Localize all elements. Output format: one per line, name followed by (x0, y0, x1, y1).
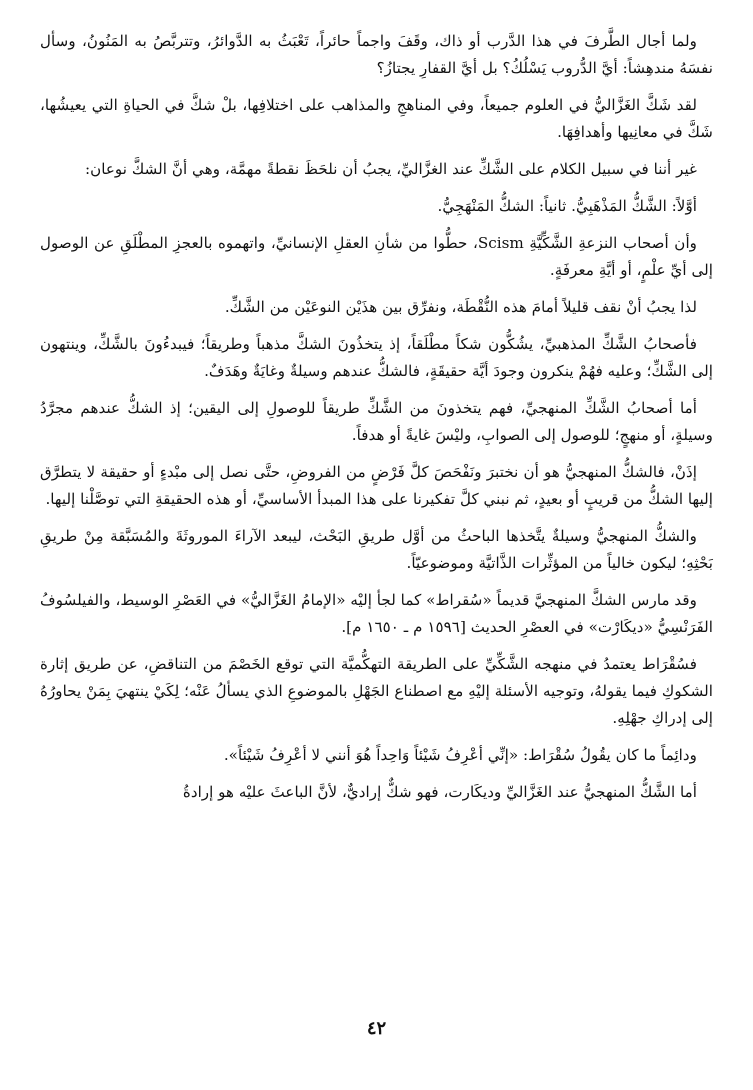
paragraph-11: وقد مارس الشكَّ المنهجيَّ قديماً «سُقراط» كما لجأ إليْه «الإمامُ الغَزَّاليُّ» في العَصْرِ الوسيط، والفيلسُوفُ الفَرَنْسِيُّ «ديكَارْت» في العصْرِ الحديث [١٥٩٦ م ـ ١٦٥٠ م]. (40, 591, 713, 636)
paragraph-3: غير أننا في سبيل الكلام على الشَّكِّ عند الغزَّاليِّ، يجبُ أن نلحَظَ نقطةً مهمَّة، وهي أنَّ الشكَّ نوعان: (84, 160, 697, 178)
paragraph-2: لقد شَكَّ الغَزَّاليُّ في العلوم جميعاً، وفي المناهجِ والمذاهب على اختلافِها، بلْ شكَّ في الحياةِ التي يعيشُها، شَكَّ في معانِيها وأهدافِهَا. (40, 96, 713, 141)
paragraph-10: والشكُّ المنهجيُّ وسيلةٌ يتَّخذها الباحثُ من أوَّل طريقِ البَحْث، ليبعد الآراءَ الموروثَةَ والمُسَبَّقة مِنْ طريقِ بَحْثِهِ؛ ليكون خالياً من المؤثِّرات الذَّاتيَّة وموضوعيّاً. (40, 527, 713, 572)
paragraph-1: ولما أجال الطَّرفَ في هذا الدَّرب أو ذاك، وقَفَ واجماً حائراً، تَعْبَثُ به الدَّوائرُ، وتتربَّصُ به المَنُونُ، وسأل نفسَهُ مندهِشاً: أيَّ الدُّروب يَسْلُكُ؟ بل أيَّ القفارِ يجتازُ؟ (40, 32, 713, 77)
paragraph-13: ودائِماً ما كان يقُولُ سُقْرَاط: «إنِّي أعْرِفُ شَيْئاً وَاحِداً هُوَ أنني لا أعْرِفُ شَيْئاً». (223, 746, 697, 764)
paragraph-5: وأن أصحاب النزعةِ الشَّكِّيَّةِ Scism، حطُّوا من شأنِ العقلِ الإنسانيِّ، واتهموه بالعجزِ المطْلَقِ عن الوصول إلى أيِّ علْمٍ، أو أيَّةِ معرفَةٍ. (40, 234, 713, 279)
paragraph-14: أما الشَّكُّ المنهجيُّ عند الغَزَّاليِّ وديكَارت، فهو شكٌّ إراديٌّ، لأنَّ الباعثَ عليْه هو إرادةُ (182, 783, 697, 801)
paragraph-8: أما أصحابُ الشَّكِّ المنهجيِّ، فهم يتخذونَ من الشَّكِّ طريقاً للوصولِ إلى اليقين؛ إذ الشكُّ عندهم مجرَّدُ وسيلةٍ، أو منهجٍ؛ للوصول إلى الصوابِ، وليْسَ غايةً أو هدفاً. (40, 399, 713, 444)
paragraph-9: إذَنْ، فالشكُّ المنهجيُّ هو أن نختبرَ ونَفْحَصَ كلَّ فَرْضٍ من الفروضِ، حتَّى نصل إلى مبْدءٍ أو حقيقة لا يتطرَّق إليها الشكُّ من قريبٍ أو بعيدٍ، ثم نبني كلَّ تفكيرنا على هذا المبدأ الأساسيِّ، أو هذه الحقيقةِ التي توصَّلْنا إليها. (40, 463, 713, 508)
page-body (40, 28, 713, 806)
paragraph-6: لذا يجبُ أنْ نقف قليلاً أمامَ هذه النُّقْطَة، ونفرِّق بين هذَيْن النوعَيْن من الشَّكِّ. (224, 298, 697, 316)
paragraph-4: أوَّلاً: الشَّكُّ المَذْهَبِيُّ. ثانياً: الشكُّ المَنْهَجِيُّ. (437, 197, 697, 215)
page-number: ٤٢ (366, 1018, 387, 1039)
paragraph-7: فأصحابُ الشَّكِّ المذهبيِّ، يشُكُّون شكاً مطْلَقاً، إذ يتخذُونَ الشكَّ مذهباً وطريقاً؛ فيبدءُونَ بالشَّكِّ، وينتهون إلى الشَّكِّ؛ وعليه فهُمْ ينكرون وجودَ أيَّة حقيقَةٍ، فالشكُّ عندهم وسيلةٌ وغايَةٌ وهَدَفٌ. (40, 335, 713, 380)
paragraph-12: فسُقْرَاط يعتمدُ في منهجه الشَّكِّيِّ على الطريقة التهكُّميَّة التي توقع الخَصْمَ من التناقضِ، عن طريق إثارة الشكوكِ فيما يقولهُ، وتوجيه الأسئلة إليْهِ مع اصطناع الجَهْلِ بالموضوعِ الذي يسألُ عَنْه؛ لِكَيْ ينتهيَ بِمَنْ يحاورُهُ إلى إدراكِ جهْلِهِ. (40, 655, 713, 727)
